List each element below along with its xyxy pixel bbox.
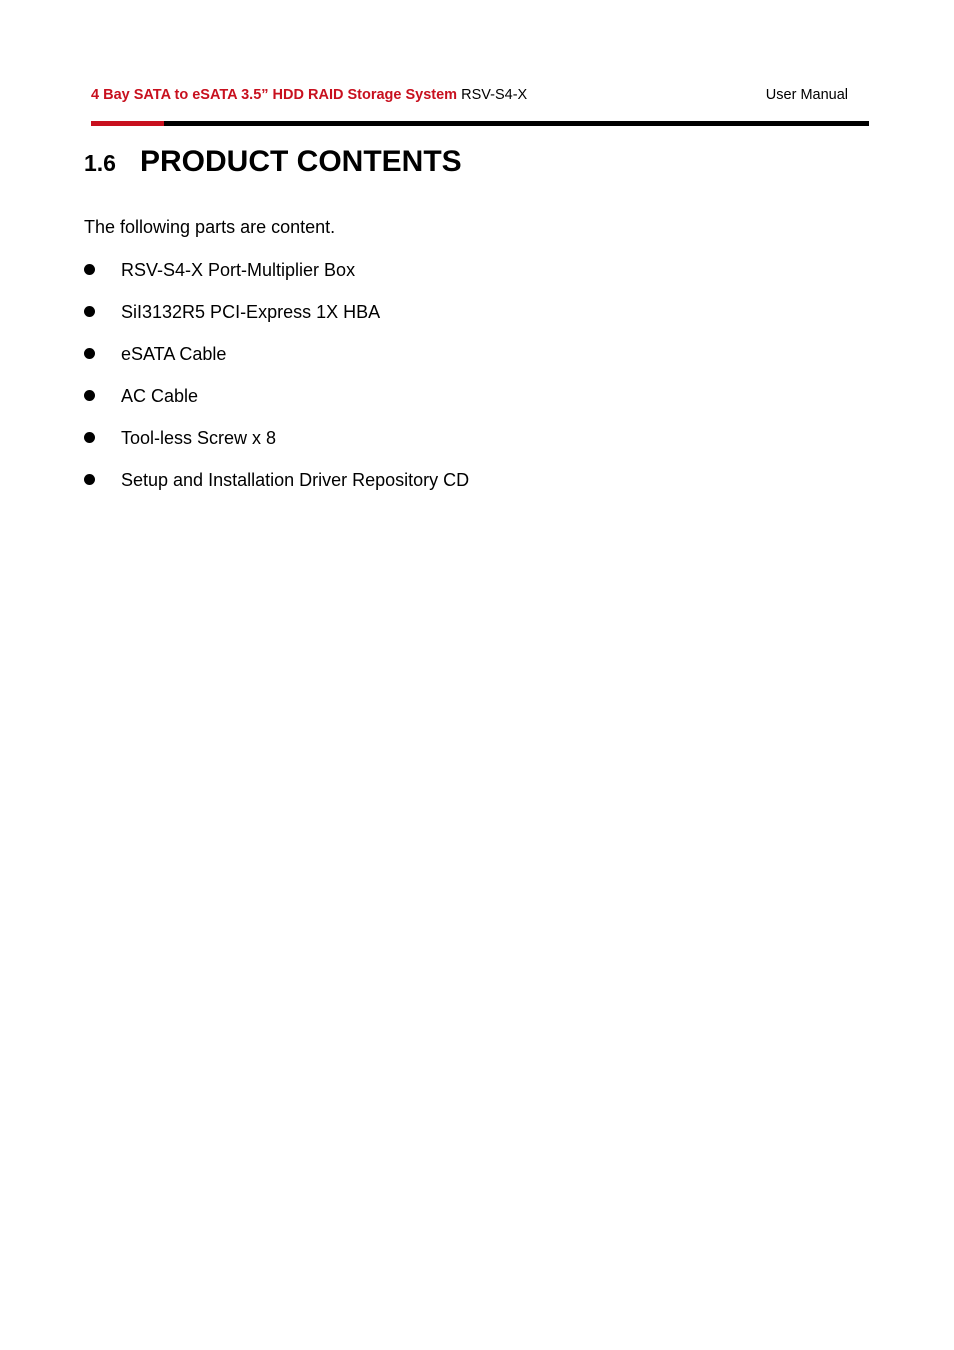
header-doc-type: User Manual xyxy=(765,87,848,103)
list-item-text: SiI3132R5 PCI-Express 1X HBA xyxy=(121,302,381,322)
section-title: PRODUCT CONTENTS xyxy=(140,145,462,178)
section-heading xyxy=(84,140,462,184)
header-model-number: RSV-S4-X xyxy=(461,87,528,103)
list-item-text: AC Cable xyxy=(121,386,199,406)
bullet-icon xyxy=(84,432,95,443)
intro-paragraph: The following parts are content. xyxy=(84,217,336,237)
header-product-name: 4 Bay SATA to eSATA 3.5” HDD RAID Storage System xyxy=(91,87,458,103)
header-divider xyxy=(91,121,869,126)
bullet-icon xyxy=(84,390,95,401)
section-number: 1.6 xyxy=(84,150,116,176)
bullet-icon xyxy=(84,264,95,275)
bullet-icon xyxy=(84,306,95,317)
list-item-text: RSV-S4-X Port-Multiplier Box xyxy=(121,260,356,280)
bullet-icon xyxy=(84,348,95,359)
page-header xyxy=(91,85,848,105)
header-divider-accent xyxy=(91,121,164,126)
bullet-icon xyxy=(84,474,95,485)
list-item-text: Setup and Installation Driver Repository CD xyxy=(121,470,470,490)
header-title xyxy=(91,85,527,105)
list-item-text: eSATA Cable xyxy=(121,344,227,364)
list-item-text: Tool-less Screw x 8 xyxy=(121,428,277,448)
